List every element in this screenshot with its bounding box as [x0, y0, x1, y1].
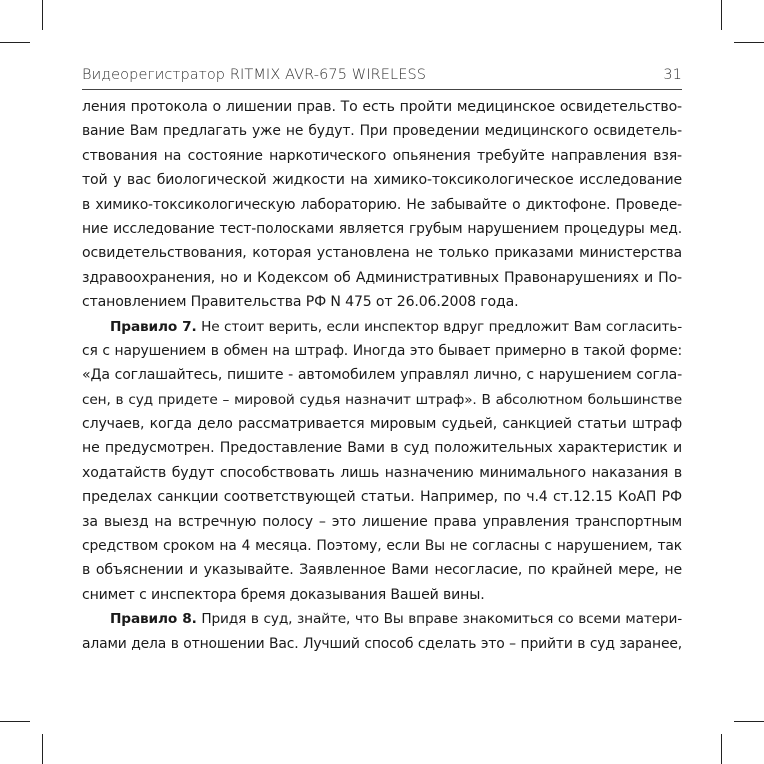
text-line: вание Вам предлагать уже не будут. При проведении медицинского освидетель- — [82, 123, 682, 140]
text-line: ствования на состояние наркотического опьянения требуйте направления взя- — [82, 147, 682, 164]
text-line-first — [82, 315, 682, 339]
first-line-text: Придя в суд, знайте, что Вы вправе знакомиться со всеми матери- — [196, 611, 682, 628]
text-line: здравоохранения, но и Кодексом об Административных Правонарушениях и По- — [82, 269, 682, 286]
text-line: ления протокола о лишении прав. То есть пройти медицинское освидетельство- — [82, 99, 682, 115]
crop-mark-bottom-right-horizontal — [734, 721, 764, 722]
text-line: не предусмотрен. Предоставление Вами в суд положительных характеристик и — [82, 440, 682, 457]
text-line-first — [82, 607, 682, 631]
crop-mark-bottom-right-vertical — [721, 734, 722, 764]
page-body — [82, 95, 682, 656]
crop-mark-top-right-vertical — [721, 0, 722, 30]
text-line: «Да соглашайтесь, пишите - автомобилем управлял лично, с нарушением согла- — [82, 367, 682, 384]
text-line: средством сроком на 4 месяца. Поэтому, если Вы не согласны с нарушением, так — [82, 538, 682, 555]
text-line: сен, в суд придете – мировой судья назначит штраф». В абсолютном большинстве — [82, 391, 682, 408]
text-line: ходатайств будут способствовать лишь назначению минимального наказания в — [82, 464, 682, 481]
crop-mark-bottom-left-horizontal — [0, 721, 30, 722]
text-line: освидетельствования, которая установлена не только приказами министерства — [82, 245, 682, 262]
paragraph — [82, 95, 682, 315]
text-line: за выезд на встречную полосу – это лишение права управления транспортным — [82, 513, 682, 530]
text-line: пределах санкции соответствующей статьи. Например, по ч.4 ст.12.15 КоАП РФ — [82, 489, 682, 506]
text-line: снимет с инспектора бремя доказывания Вашей вины. — [82, 586, 485, 603]
text-line: в химико-токсикологическую лабораторию. Не забывайте о диктофоне. Проведе- — [82, 196, 682, 213]
text-line: в объяснении и указывайте. Заявленное Вами несогласие, по крайней мере, не — [82, 562, 682, 579]
paragraph-rule-8 — [82, 607, 682, 656]
text-line: той у вас биологической жидкости на химико-токсикологическое исследование — [82, 172, 682, 189]
first-line-text: Не стоит верить, если инспектор вдруг предложит Вам согласить- — [196, 318, 682, 335]
paragraph-rule-7 — [82, 315, 682, 608]
crop-mark-bottom-left-vertical — [42, 734, 43, 764]
header-title: Видеорегистратор RITMIX AVR-675 WIRELESS — [82, 67, 427, 83]
text-line: становлением Правительства РФ N 475 от 26.06.2008 года. — [82, 294, 519, 311]
crop-mark-top-left-horizontal — [0, 42, 30, 43]
text-line: алами дела в отношении Вас. Лучший способ сделать это – прийти в суд заранее, — [82, 635, 682, 652]
rule-label: Правило 8. — [110, 611, 197, 628]
crop-mark-top-right-horizontal — [734, 42, 764, 43]
rule-label: Правило 7. — [110, 318, 197, 335]
text-line: случаев, когда дело рассматривается мировым судьей, санкцией статьи штраф — [82, 416, 682, 433]
running-header — [82, 64, 682, 86]
crop-mark-top-left-vertical — [42, 0, 43, 30]
page-number: 31 — [663, 67, 682, 83]
text-line: ние исследование тест-полосками является грубым нарушением процедуры мед. — [82, 220, 682, 237]
text-line: ся с нарушением в обмен на штраф. Иногда это бывает примерно в такой форме: — [82, 342, 682, 359]
header-rule — [82, 89, 682, 90]
